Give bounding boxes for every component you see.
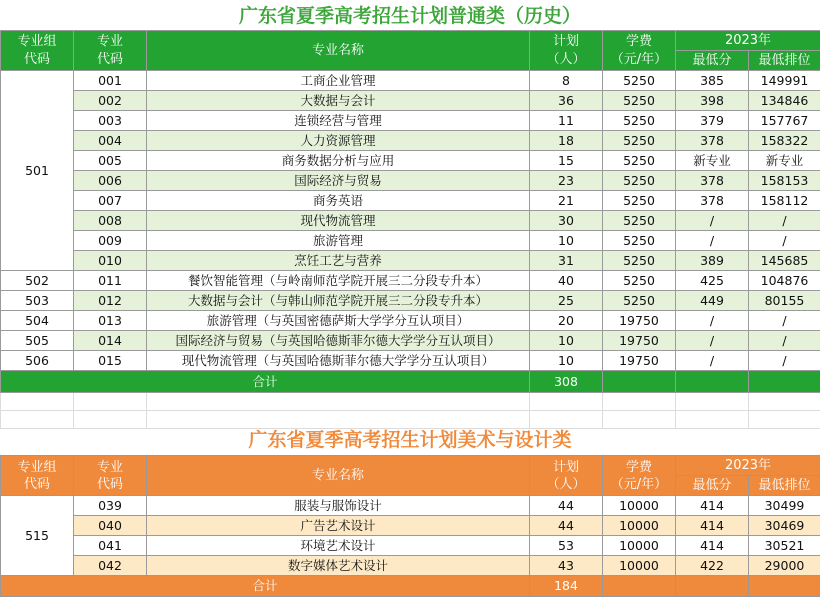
min-score-cell: 414	[676, 496, 749, 516]
header-plan: 计划 （人）	[530, 31, 603, 71]
header-min-rank: 最低排位	[749, 51, 820, 71]
header-min-score: 最低分	[676, 51, 749, 71]
group-code-cell: 503	[1, 291, 74, 311]
table-body	[1, 496, 820, 576]
min-rank-cell: 134846	[749, 91, 820, 111]
group-code-cell: 504	[1, 311, 74, 331]
table-row	[1, 171, 820, 191]
major-name-cell: 环境艺术设计	[147, 536, 530, 556]
major-name-cell: 国际经济与贸易（与英国哈德斯菲尔德大学学分互认项目）	[147, 331, 530, 351]
major-name-cell: 广告艺术设计	[147, 516, 530, 536]
section2-title: 广东省夏季高考招生计划美术与设计类	[248, 429, 572, 451]
min-score-cell: /	[676, 311, 749, 331]
major-code-cell: 041	[74, 536, 147, 556]
total-row	[1, 576, 820, 597]
total-value: 184	[530, 576, 603, 597]
header-min-score: 最低分	[676, 476, 749, 496]
header-plan: 计划 （人）	[530, 456, 603, 496]
major-name-cell: 大数据与会计	[147, 91, 530, 111]
table-row	[1, 71, 820, 91]
min-rank-cell: 新专业	[749, 151, 820, 171]
header-min-rank: 最低排位	[749, 476, 820, 496]
table-row	[1, 516, 820, 536]
min-rank-cell: 80155	[749, 291, 820, 311]
header-major-code: 专业 代码	[74, 31, 147, 71]
table-row	[1, 111, 820, 131]
min-score-cell: 414	[676, 536, 749, 556]
group-code-cell: 501	[1, 71, 74, 271]
plan-cell: 36	[530, 91, 603, 111]
tuition-cell: 10000	[603, 536, 676, 556]
plan-cell: 44	[530, 516, 603, 536]
total-label: 合计	[1, 576, 530, 597]
major-name-cell: 旅游管理（与英国密德萨斯大学学分互认项目）	[147, 311, 530, 331]
min-rank-cell: 30469	[749, 516, 820, 536]
plan-cell: 25	[530, 291, 603, 311]
major-code-cell: 003	[74, 111, 147, 131]
total-label: 合计	[1, 371, 530, 393]
major-code-cell: 005	[74, 151, 147, 171]
table-row	[1, 231, 820, 251]
table-body	[1, 71, 820, 371]
major-code-cell: 006	[74, 171, 147, 191]
plan-cell: 10	[530, 331, 603, 351]
plan-cell: 21	[530, 191, 603, 211]
group-code-cell: 506	[1, 351, 74, 371]
tuition-cell: 5250	[603, 271, 676, 291]
plan-cell: 15	[530, 151, 603, 171]
min-rank-cell: /	[749, 351, 820, 371]
min-score-cell: 379	[676, 111, 749, 131]
major-name-cell: 烹饪工艺与营养	[147, 251, 530, 271]
min-score-cell: /	[676, 211, 749, 231]
plan-cell: 23	[530, 171, 603, 191]
plan-cell: 43	[530, 556, 603, 576]
tuition-cell: 5250	[603, 131, 676, 151]
table-row	[1, 331, 820, 351]
min-rank-cell: 145685	[749, 251, 820, 271]
plan-cell: 44	[530, 496, 603, 516]
min-rank-cell: 30521	[749, 536, 820, 556]
major-name-cell: 大数据与会计（与韩山师范学院开展三二分段专升本）	[147, 291, 530, 311]
tuition-cell: 19750	[603, 331, 676, 351]
min-rank-cell: 104876	[749, 271, 820, 291]
min-rank-cell: 158153	[749, 171, 820, 191]
plan-cell: 10	[530, 231, 603, 251]
min-score-cell: 449	[676, 291, 749, 311]
tuition-cell: 5250	[603, 291, 676, 311]
empty-row	[1, 393, 820, 411]
table-row	[1, 211, 820, 231]
major-code-cell: 039	[74, 496, 147, 516]
major-name-cell: 数字媒体艺术设计	[147, 556, 530, 576]
major-code-cell: 008	[74, 211, 147, 231]
tuition-cell: 19750	[603, 311, 676, 331]
table-art-design-plan	[0, 455, 820, 597]
tuition-cell: 10000	[603, 496, 676, 516]
min-score-cell: 398	[676, 91, 749, 111]
major-name-cell: 商务数据分析与应用	[147, 151, 530, 171]
tuition-cell: 5250	[603, 71, 676, 91]
header-major-name: 专业名称	[147, 31, 530, 71]
min-score-cell: 378	[676, 171, 749, 191]
major-name-cell: 旅游管理	[147, 231, 530, 251]
header-group-code: 专业组 代码	[1, 456, 74, 496]
major-code-cell: 007	[74, 191, 147, 211]
major-name-cell: 餐饮智能管理（与岭南师范学院开展三二分段专升本）	[147, 271, 530, 291]
major-code-cell: 040	[74, 516, 147, 536]
min-score-cell: /	[676, 351, 749, 371]
major-code-cell: 015	[74, 351, 147, 371]
table-row	[1, 536, 820, 556]
min-score-cell: 422	[676, 556, 749, 576]
plan-cell: 18	[530, 131, 603, 151]
header-major-code: 专业 代码	[74, 456, 147, 496]
table-row	[1, 496, 820, 516]
major-name-cell: 工商企业管理	[147, 71, 530, 91]
plan-cell: 20	[530, 311, 603, 331]
tuition-cell: 5250	[603, 151, 676, 171]
tuition-cell: 5250	[603, 231, 676, 251]
total-row	[1, 371, 820, 393]
tuition-cell: 5250	[603, 171, 676, 191]
tuition-cell: 5250	[603, 251, 676, 271]
group-code-cell: 502	[1, 271, 74, 291]
major-name-cell: 国际经济与贸易	[147, 171, 530, 191]
group-code-cell: 515	[1, 496, 74, 576]
major-name-cell: 现代物流管理（与英国哈德斯菲尔德大学学分互认项目）	[147, 351, 530, 371]
table-row	[1, 311, 820, 331]
major-code-cell: 013	[74, 311, 147, 331]
major-code-cell: 009	[74, 231, 147, 251]
header-tuition: 学费 （元/年）	[603, 31, 676, 71]
table-row	[1, 251, 820, 271]
min-rank-cell: /	[749, 211, 820, 231]
min-rank-cell: /	[749, 331, 820, 351]
table-row	[1, 556, 820, 576]
table-row	[1, 351, 820, 371]
major-code-cell: 042	[74, 556, 147, 576]
min-score-cell: 414	[676, 516, 749, 536]
major-name-cell: 服装与服饰设计	[147, 496, 530, 516]
min-rank-cell: 30499	[749, 496, 820, 516]
min-rank-cell: 158112	[749, 191, 820, 211]
min-score-cell: 378	[676, 191, 749, 211]
table-row	[1, 131, 820, 151]
header-group-code: 专业组 代码	[1, 31, 74, 71]
min-rank-cell: 29000	[749, 556, 820, 576]
plan-cell: 31	[530, 251, 603, 271]
major-code-cell: 012	[74, 291, 147, 311]
min-score-cell: 425	[676, 271, 749, 291]
tuition-cell: 10000	[603, 516, 676, 536]
total-value: 308	[530, 371, 603, 393]
plan-cell: 11	[530, 111, 603, 131]
major-code-cell: 001	[74, 71, 147, 91]
major-name-cell: 连锁经营与管理	[147, 111, 530, 131]
min-rank-cell: 157767	[749, 111, 820, 131]
major-code-cell: 002	[74, 91, 147, 111]
plan-cell: 30	[530, 211, 603, 231]
section1-title: 广东省夏季高考招生计划普通类（历史）	[238, 5, 581, 27]
table-row	[1, 291, 820, 311]
major-name-cell: 现代物流管理	[147, 211, 530, 231]
min-score-cell: /	[676, 231, 749, 251]
group-code-cell: 505	[1, 331, 74, 351]
major-code-cell: 010	[74, 251, 147, 271]
tuition-cell: 5250	[603, 111, 676, 131]
major-code-cell: 014	[74, 331, 147, 351]
min-rank-cell: /	[749, 311, 820, 331]
plan-cell: 53	[530, 536, 603, 556]
table-history-plan	[0, 30, 820, 429]
table-row	[1, 91, 820, 111]
tuition-cell: 19750	[603, 351, 676, 371]
major-code-cell: 004	[74, 131, 147, 151]
min-rank-cell: /	[749, 231, 820, 251]
header-tuition: 学费 （元/年）	[603, 456, 676, 496]
min-score-cell: 新专业	[676, 151, 749, 171]
table-row	[1, 151, 820, 171]
min-rank-cell: 149991	[749, 71, 820, 91]
plan-cell: 10	[530, 351, 603, 371]
header-year: 2023年	[676, 31, 820, 51]
min-rank-cell: 158322	[749, 131, 820, 151]
table-row	[1, 191, 820, 211]
header-year: 2023年	[676, 456, 820, 476]
major-name-cell: 商务英语	[147, 191, 530, 211]
tuition-cell: 5250	[603, 211, 676, 231]
major-name-cell: 人力资源管理	[147, 131, 530, 151]
tuition-cell: 5250	[603, 191, 676, 211]
table-row	[1, 271, 820, 291]
tuition-cell: 5250	[603, 91, 676, 111]
header-major-name: 专业名称	[147, 456, 530, 496]
tuition-cell: 10000	[603, 556, 676, 576]
major-code-cell: 011	[74, 271, 147, 291]
min-score-cell: 385	[676, 71, 749, 91]
min-score-cell: 389	[676, 251, 749, 271]
min-score-cell: 378	[676, 131, 749, 151]
min-score-cell: /	[676, 331, 749, 351]
plan-cell: 40	[530, 271, 603, 291]
plan-cell: 8	[530, 71, 603, 91]
